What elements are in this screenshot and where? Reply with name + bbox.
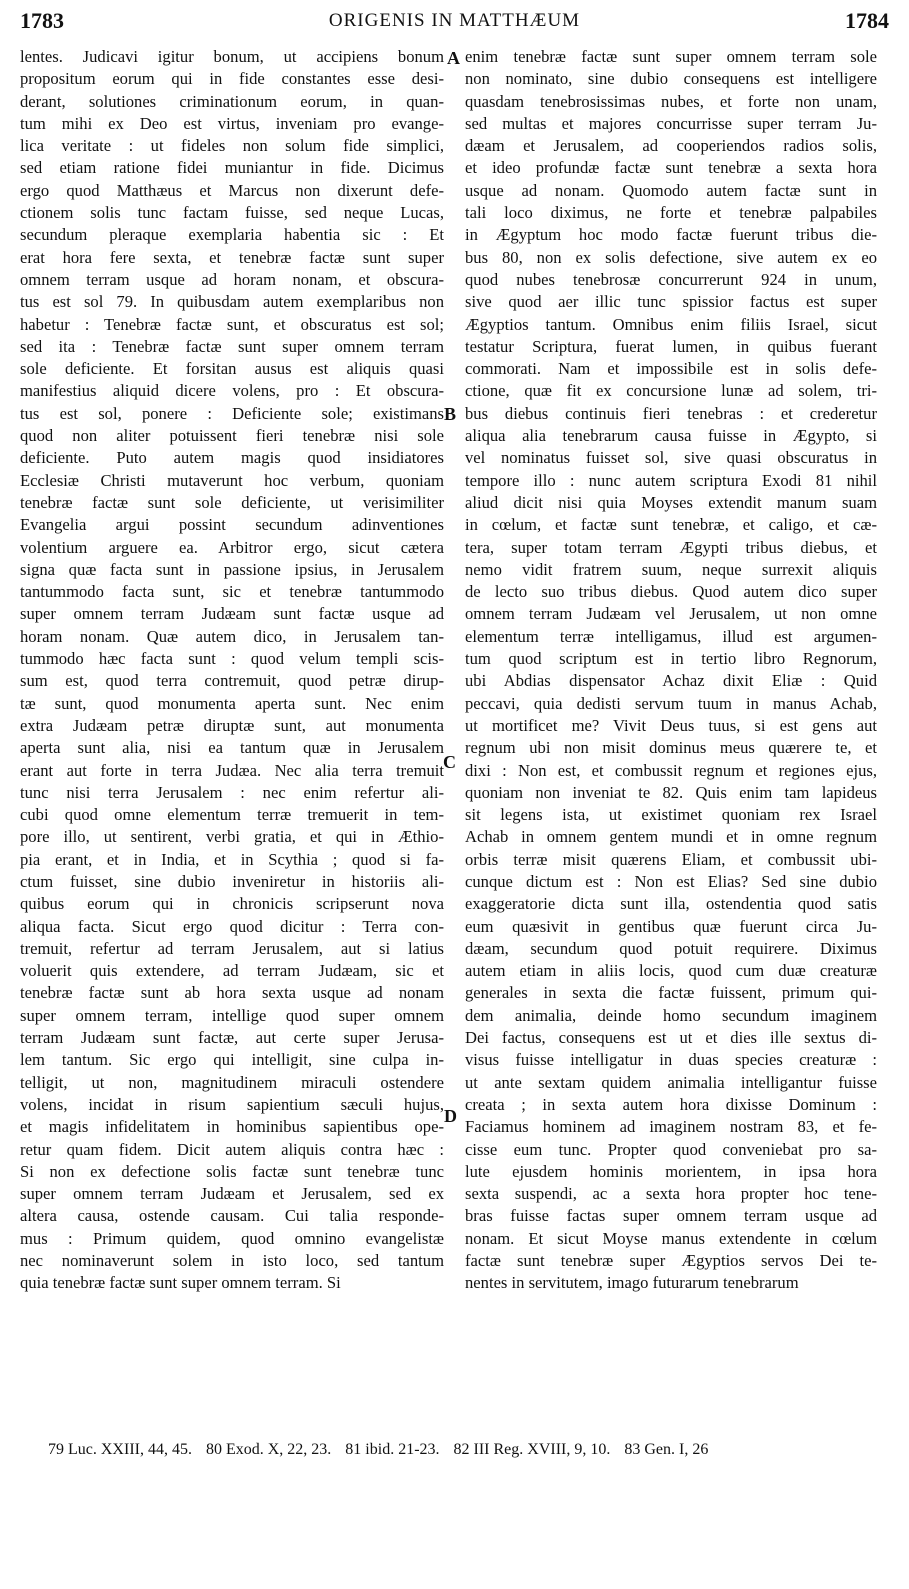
running-title: ORIGENIS IN MATTHÆUM [328, 10, 581, 31]
right-column-line: sexta suspendi, ac a sexta hora propter hoc tene- [465, 1184, 877, 1204]
left-column-line: erat hora fere sexta, et tenebræ factæ sunt super [20, 247, 444, 267]
right-column-line: ut ante sextam quidem animalia intelligantur fuisse [465, 1072, 877, 1092]
left-column-line: telligit, ut non, magnitudinem miraculi ostendere [20, 1072, 444, 1092]
left-column-line: pore illo, ut sentirent, verbi gratia, et qui in Æthio- [20, 827, 444, 847]
right-column-line: sive quod aer illic tunc spissior factus est super [465, 292, 877, 312]
right-column-line: vel nominatus fuisset sol, sive quasi obscuratus in [465, 448, 877, 468]
footnote: 82 III Reg. XVIII, 9, 10. [453, 1441, 611, 1458]
footnote: 81 ibid. 21-23. [345, 1441, 440, 1458]
left-column-line: aliqua facta. Sicut ergo quod dicitur : Terra con- [20, 916, 444, 936]
right-column-line: tempore illo : nunc autem scriptura Exodi 81 nihil [465, 470, 877, 490]
left-column-line: volentium arguere ea. Arbitror ergo, sicut cætera [20, 537, 444, 557]
left-column-number: 1783 [20, 8, 64, 33]
left-column-line: extra Judæam petræ diruptæ sunt, aut monumenta [20, 715, 444, 735]
left-column-line: tæ sunt, quod monumenta aperta sunt. Nec enim [20, 693, 444, 713]
left-column-line: pia erant, et in India, et in Scythia ; quod si fa- [20, 849, 444, 869]
left-column-line: quibus eorum qui in chronicis scripserunt nova [20, 894, 444, 914]
left-column-line: super omnem terram, intellige quod super omnem [20, 1005, 444, 1025]
right-column-line: aliud dicit nisi quia Moyses extendit manum suam [465, 492, 877, 512]
right-column-line: peccavi, quia dedisti servum tuum in manus Achab, [465, 693, 877, 713]
right-column-line: nonam. Et sicut Moyse manus extendente in cœlum [465, 1228, 877, 1248]
right-column-line: autem etiam in aliis locis, quod cum duæ creaturæ [465, 961, 877, 981]
left-column-line: voluerit quis extendere, ad terram Judæam, sic et [20, 961, 444, 981]
left-column-line: lentes. Judicavi igitur bonum, ut accipiens bonum [20, 47, 444, 66]
left-column-line: nec nominaverunt solem in isto loco, sed tantum [20, 1251, 444, 1271]
left-column-line: et magis infidelitatem in hominibus sapientibus ope- [20, 1117, 444, 1137]
left-column-line: tunc nisi terra Jerusalem : nec enim refertur ali- [20, 782, 444, 802]
left-column-line: volens, incidat in risum sapientium sæculi hujus, [20, 1094, 444, 1114]
right-column-line: tera, super totam terram Ægypti tribus diebus, et [465, 537, 877, 557]
margin-marker-b: B [444, 404, 457, 424]
left-column-line: sed ita : Tenebræ factæ sunt super omnem terram [20, 336, 444, 356]
left-column-line: Ecclesiæ Christi mutaverunt hoc verbum, quoniam [20, 470, 444, 490]
right-column-line: dæam et Jerusalem, ad cooperiendos radios solis, [465, 136, 877, 156]
left-column-line: tantummodo facta sunt, sic et tenebræ tantummodo [20, 582, 444, 602]
right-column-line: nemo vidit fratrem suum, neque surrexit aliquis [465, 559, 877, 579]
left-column-line: cubi quod omne elementum terræ tremuerit in tem- [20, 805, 444, 825]
left-column-line: tummodo hæc facta sunt : quod velum templi scis- [20, 649, 444, 669]
right-column-line: cisse eum tunc. Propter quod conveniebat pro sa- [465, 1139, 877, 1159]
right-column-line: creata ; in sexta autem hora dixisse Dominum : [465, 1094, 877, 1114]
left-column-line: aperta sunt alia, nisi ea tantum quæ in Jerusalem [20, 738, 444, 758]
footnote: 79 Luc. XXIII, 44, 45. [48, 1441, 192, 1458]
left-column-line: tenebræ factæ sunt sole deficiente, ut verisimiliter [20, 492, 444, 512]
right-column-line: bus 80, non ex solis defectione, sive autem ex eo [465, 247, 877, 267]
right-column-line: nentes in servitutem, imago futurarum tenebrarum [465, 1273, 799, 1293]
left-column-line: lem tantum. Sic ergo qui intelligit, sine culpa in- [20, 1050, 444, 1070]
left-column-line: tenebræ factæ sunt ab hora sexta usque ad nonam [20, 983, 444, 1003]
left-column-line: sole deficiente. Et forsitan ausus est aliquis quasi [20, 359, 444, 379]
right-column-line: quasdam tenebrosissimas nubes, et forte non unam, [465, 91, 877, 111]
right-column-line: regnum ubi non misit dominus meus quærere te, et [465, 738, 877, 758]
page-header [20, 8, 889, 38]
left-column-line: altera causa, ostende causam. Cui talia responde- [20, 1206, 444, 1226]
left-column-line: tus est sol, ponere : Deficiente sole; existimans [20, 403, 444, 423]
right-column-line: elementum terræ intelligamus, illud est argumen- [465, 626, 877, 646]
right-column-line: ubi Abdias dispensator Achaz dixit Eliæ : Quid [465, 671, 877, 691]
left-column-line: propositum eorum qui in fide constantes esse desi- [20, 69, 444, 89]
right-column-line: de lecto suo tribus diebus. Quod autem dico super [465, 582, 877, 602]
right-column-line: dæam, secundum quod potuit requirere. Diximus [465, 938, 877, 958]
left-text-column [20, 46, 444, 1295]
right-column-line: dem animalia, deinde homo secundum imaginem [465, 1005, 877, 1025]
right-column-line: Dei factus, consequens est ut et dies ille sextus di- [465, 1028, 877, 1048]
right-column-line: lute ejusdem hominis morientem, in ipsa hora [465, 1161, 877, 1181]
left-column-line: ctionem solis tunc factam fuisse, sed neque Lucas, [20, 203, 444, 223]
left-column-line: Evangelia argui possint secundum adinventiones [20, 515, 444, 535]
left-column-line: habetur : Tenebræ factæ sunt, et obscuratus est sol; [20, 314, 444, 334]
left-column-line: super omnem terram Judæam et Jerusalem, sed ex [20, 1184, 444, 1204]
right-column-line: omnem terram Judæam vel Jerusalem, ut non omne [465, 604, 877, 624]
left-column-line: tremuit, refertur ad terram Jerusalem, aut si latius [20, 938, 444, 958]
left-column-line: erant aut forte in terra Judæa. Nec alia terra tremuit [20, 760, 444, 780]
right-column-line: ctione, quæ fit ex concursione lunæ ad solem, tri- [465, 381, 877, 401]
right-column-line: quod nubes tenebrosæ concurrerunt 924 in unum, [465, 269, 877, 289]
right-column-line: Ægyptios tantum. Omnibus enim filiis Israel, sicut [465, 314, 877, 334]
right-column-line: generales in sexta die factæ fuissent, primum qui- [465, 983, 877, 1003]
left-column-line: manifestius aliquid dicere volens, pro : Et obscura- [20, 381, 444, 401]
right-column-line: orbis terræ misit quærens Eliam, et combussit ubi- [465, 849, 877, 869]
footnote: 83 Gen. I, 26 [624, 1441, 709, 1458]
right-column-line: sed multas et majores concurrisse super terram Ju- [465, 113, 877, 133]
left-column-line: retur quam fidem. Dicit autem aliquis contra hæc : [20, 1139, 444, 1159]
right-column-line: factæ sunt tenebræ super Ægyptios servos Dei te- [465, 1251, 877, 1271]
left-column-line: ctum fuisset, sine dubio inveniretur in historiis ali- [20, 871, 444, 891]
right-column-line: cunque dictum est : Non est Elias? Sed sine dubio [465, 871, 877, 891]
right-column-line: usque ad nonam. Quomodo autem factæ sunt in [465, 180, 877, 200]
right-column-line: commorati. Nam et impossibile est in solis defe- [465, 359, 877, 379]
right-column-line: dixi : Non est, et combussit regnum et regiones ejus, [465, 760, 877, 780]
footnote: 80 Exod. X, 22, 23. [205, 1441, 332, 1458]
right-column-line: visus fuisse intelligatur in duas species creaturæ : [465, 1050, 877, 1070]
left-column-line: mus : Primum quidem, quod omnino evangelistæ [20, 1228, 444, 1248]
left-column-line: deficiente. Puto autem magis quod insidiatores [20, 448, 444, 468]
right-column-line: non nominato, sine dubio consequens est intelligere [465, 69, 877, 89]
left-column-line: terram Judæam sunt factæ, aut certe super Jerusa- [20, 1028, 444, 1048]
left-column-line: secundum pleraque exemplaria habentia sic : Et [20, 225, 444, 245]
right-column-line: et ideo profundæ factæ sunt tenebræ a sexta hora [465, 158, 877, 178]
right-text-column [465, 46, 877, 1295]
left-column-line: tum mihi ex Deo est virtus, inveniam pro evange- [20, 113, 444, 133]
left-column-line: tus est sol 79. In quibusdam autem exemplaribus non [20, 292, 444, 312]
margin-marker-c: C [443, 752, 456, 772]
right-column-line: tali loco diximus, ne forte et tenebræ palpabiles [465, 203, 877, 223]
right-column-line: ut mortificet me? Vivit Deus tuus, si est gens aut [465, 715, 877, 735]
left-column-line: omnem terram usque ad horam nonam, et obscura- [20, 269, 444, 289]
left-column-line: quia tenebræ factæ sunt super omnem terram. Si [20, 1273, 341, 1293]
right-column-line: quoniam non inveniat te 82. Quis enim tam lapideus [465, 782, 877, 802]
right-column-line: bras fuisse factas super omnem terram usque ad [465, 1206, 877, 1226]
right-column-line: Faciamus hominem ad imaginem nostram 83, et fe- [465, 1117, 877, 1137]
right-column-line: exaggeratorie dicta sunt illa, ostendentia quod satis [465, 894, 877, 914]
right-column-line: Achab in omnem gentem mundi et in omne regnum [465, 827, 877, 847]
right-column-line: tum quod scriptum est in tertio libro Regnorum, [465, 649, 877, 669]
left-column-line: quod non aliter potuissent fieri tenebræ nisi sole [20, 426, 444, 446]
right-column-line: aliqua alia tenebrarum causa fuisse in Ægypto, si [465, 426, 877, 446]
left-column-line: Si non ex defectione solis factæ sunt tenebræ tunc [20, 1161, 444, 1181]
left-column-line: super omnem terram Judæam sunt factæ usque ad [20, 604, 444, 624]
right-column-line: bus diebus continuis fieri tenebras : et crederetur [465, 403, 877, 423]
left-column-line: ergo quod Matthæus et Marcus non dixerunt defe- [20, 180, 444, 200]
right-column-line: eum quæsivit in gentibus quæ fuerunt circa Ju- [465, 916, 877, 936]
right-column-number: 1784 [845, 8, 889, 33]
margin-marker-a: A [447, 48, 460, 68]
right-column-line: testatur Scriptura, fuerat lumen, in quibus fuerant [465, 336, 877, 356]
right-column-line: enim tenebræ factæ sunt super omnem terram sole [465, 47, 877, 66]
left-column-line: sed etiam ratione fidei muniantur in fide. Dicimus [20, 158, 444, 178]
left-column-line: lica veritate : ut fideles non solum fide simplici, [20, 136, 444, 156]
right-column-line: in cœlum, et factæ sunt tenebræ, et caligo, et cæ- [465, 515, 877, 535]
right-column-line: sit legens ista, ut existimet quoniam rex Israel [465, 805, 877, 825]
left-column-line: derant, solutiones criminationum eorum, in quan- [20, 91, 444, 111]
footnotes [48, 1441, 879, 1459]
right-column-line: in Ægyptum hoc modo factæ fuerunt tribus die- [465, 225, 877, 245]
margin-marker-d: D [444, 1106, 457, 1126]
left-column-line: sum est, quod terra contremuit, quod petræ dirup- [20, 671, 444, 691]
left-column-line: signa quæ facta sunt in passione ipsius, in Jerusalem [20, 559, 444, 579]
left-column-line: horam nonam. Quæ autem dico, in Jerusalem tan- [20, 626, 444, 646]
